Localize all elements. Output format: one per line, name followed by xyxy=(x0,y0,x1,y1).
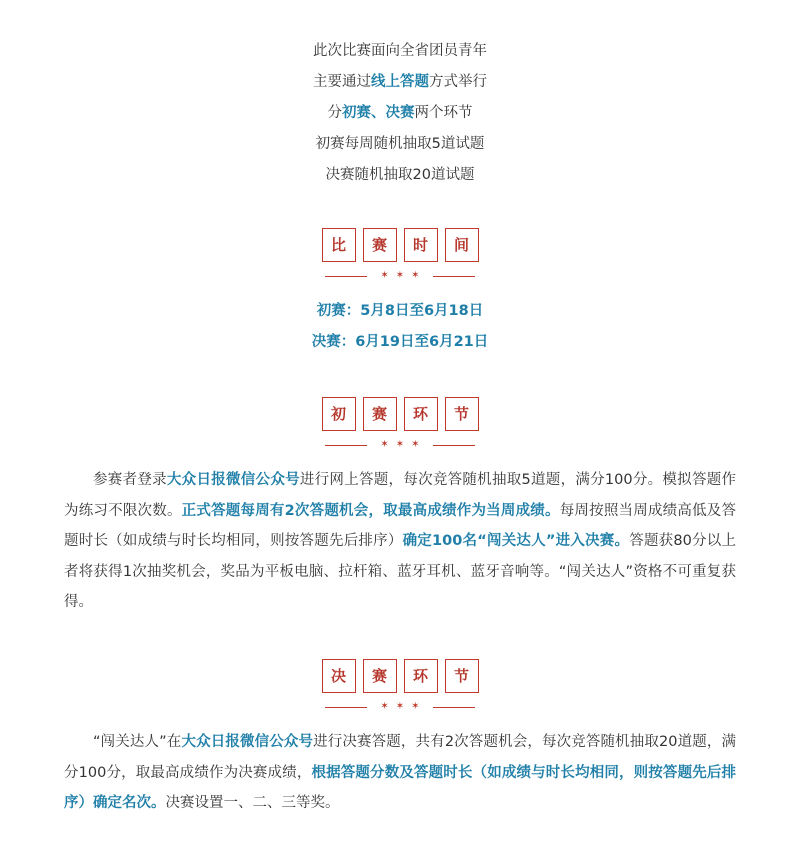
prelim-text-3: 每周按照当周成绩高低及答题时长（如成绩与时长均相同，则按答题先后排序） xyxy=(64,502,737,549)
heading-char-box: 时 xyxy=(404,228,438,262)
heading-divider xyxy=(0,268,800,284)
intro-line-2-pre: 主要通过 xyxy=(313,74,371,90)
divider-line-left xyxy=(325,445,367,446)
heading-boxes xyxy=(0,397,800,431)
heading-divider xyxy=(0,437,800,453)
divider-line-right xyxy=(433,445,475,446)
final-highlight-ranking: 根据答题分数及答题时长（如成绩与时长均相同，则按答题先后排序）确定名次。 xyxy=(64,764,736,811)
heading-char-box: 初 xyxy=(322,397,356,431)
intro-line-2 xyxy=(0,67,800,98)
final-dates: 决赛：6月19日至6月21日 xyxy=(311,334,489,350)
section-heading-final xyxy=(0,659,800,715)
prelim-text-2: 进行网上答题，每次竞答随机抽取5道题，满分100分。模拟答题作为练习不限次数。 xyxy=(64,472,737,519)
divider-stars-icon: ✶✶✶ xyxy=(380,439,427,450)
prelim-highlight-account: 大众日报微信公众号 xyxy=(166,472,300,488)
heading-char-box: 比 xyxy=(322,228,356,262)
heading-char-box: 决 xyxy=(322,659,356,693)
divider-stars-icon: ✶✶✶ xyxy=(380,270,427,281)
heading-char-box: 环 xyxy=(404,397,438,431)
final-text-2: 进行决赛答题，共有2次答题机会，每次竞答随机抽取20道题，满分100分，取最高成绩作为决赛成绩， xyxy=(64,734,736,781)
section-heading-prelim xyxy=(0,397,800,453)
intro-line-2-highlight: 线上答题 xyxy=(371,74,429,90)
divider-line-left xyxy=(325,707,367,708)
prelim-dates: 初赛：5月8日至6月18日 xyxy=(316,303,484,319)
intro-block xyxy=(0,36,800,191)
prelim-description xyxy=(64,465,736,618)
heading-char-box: 赛 xyxy=(363,659,397,693)
heading-char-box: 节 xyxy=(445,397,479,431)
intro-line-3 xyxy=(0,98,800,129)
intro-line-3-highlight: 初赛、决赛 xyxy=(342,105,415,121)
heading-boxes xyxy=(0,659,800,693)
final-description xyxy=(64,727,736,819)
divider-line-left xyxy=(325,276,367,277)
prelim-text-1: 参赛者登录 xyxy=(93,472,167,488)
heading-char-box: 节 xyxy=(445,659,479,693)
heading-char-box: 环 xyxy=(404,659,438,693)
final-text-3: 决赛设置一、二、三等奖。 xyxy=(165,795,340,811)
contest-dates xyxy=(0,296,800,358)
heading-char-box: 赛 xyxy=(363,228,397,262)
intro-line-3-pre: 分 xyxy=(327,105,342,121)
prelim-highlight-chances: 正式答题每周有2次答题机会，取最高成绩作为当周成绩。 xyxy=(181,502,560,519)
intro-line-4: 初赛每周随机抽取5道试题 xyxy=(315,136,485,152)
intro-line-1: 此次比赛面向全省团员青年 xyxy=(313,43,487,59)
heading-char-box: 间 xyxy=(445,228,479,262)
heading-divider xyxy=(0,699,800,715)
divider-line-right xyxy=(433,276,475,277)
final-highlight-account: 大众日报微信公众号 xyxy=(181,734,314,750)
intro-line-3-post: 两个环节 xyxy=(414,105,473,121)
heading-boxes xyxy=(0,228,800,262)
divider-line-right xyxy=(433,707,475,708)
divider-stars-icon: ✶✶✶ xyxy=(380,701,427,712)
final-text-1: “闯关达人”在 xyxy=(93,734,182,750)
section-heading-time xyxy=(0,228,800,284)
prelim-highlight-top100: 确定100名“闯关达人”进入决赛。 xyxy=(402,533,630,549)
heading-char-box: 赛 xyxy=(363,397,397,431)
intro-line-2-post: 方式举行 xyxy=(429,74,487,90)
intro-line-5: 决赛随机抽取20道试题 xyxy=(325,167,475,183)
prelim-text-4: 答题获80分以上者将获得1次抽奖机会，奖品为平板电脑、拉杆箱、蓝牙耳机、蓝牙音响等。“闯关达人”资格不可重复获得。 xyxy=(64,533,736,610)
